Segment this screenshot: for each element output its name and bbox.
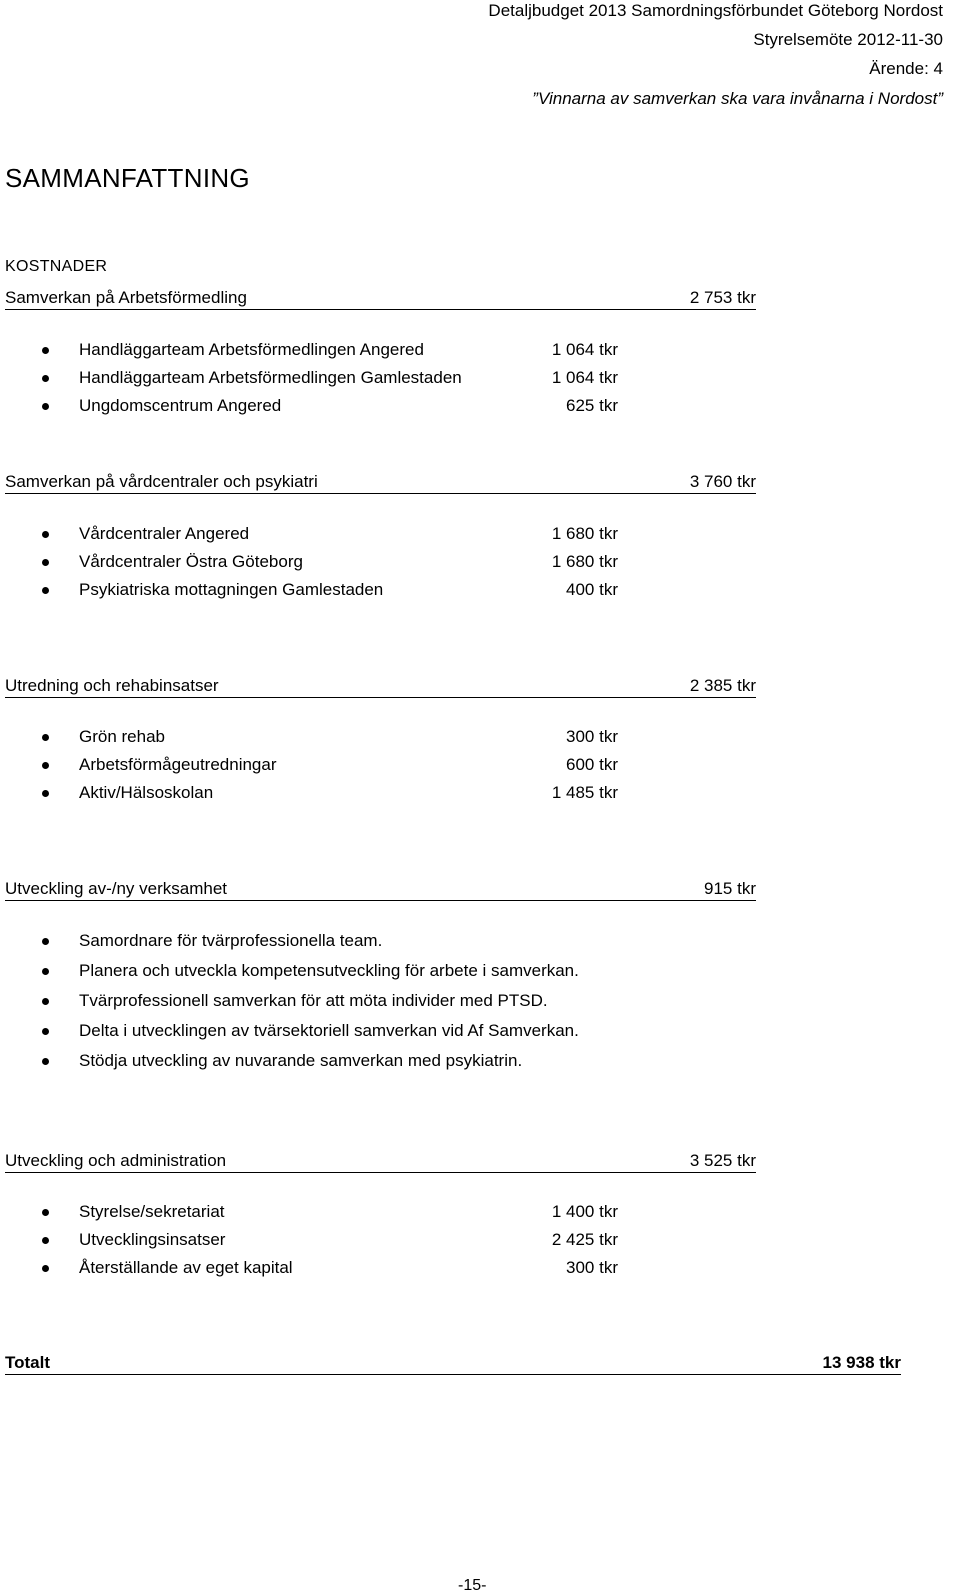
page-number: -15-	[458, 1577, 487, 1594]
section-header	[5, 675, 756, 698]
section-amount: 2 753 tkr	[689, 288, 756, 307]
section-label: Samverkan på Arbetsförmedling	[5, 288, 247, 307]
list-item: Återställande av eget kapital 300 tkr	[0, 1256, 700, 1280]
bullet-icon	[42, 734, 49, 741]
bullet-icon	[42, 1237, 49, 1244]
bullet-icon	[42, 559, 49, 566]
list-item: Handläggarteam Arbetsförmedlingen Gamlestaden 1 064 tkr	[0, 366, 700, 390]
section-label: Utveckling och administration	[5, 1151, 227, 1170]
section-amount: 3 525 tkr	[689, 1151, 756, 1170]
total-row	[5, 1352, 901, 1375]
bullet-icon	[42, 998, 49, 1005]
list-item: Samordnare för tvärprofessionella team.	[0, 929, 700, 953]
bullet-icon	[42, 1265, 49, 1272]
section-header	[5, 471, 756, 494]
bullet-icon	[42, 531, 49, 538]
section-amount: 2 385 tkr	[689, 676, 756, 695]
list-item: Arbetsförmågeutredningar 600 tkr	[0, 753, 700, 777]
doc-header-item: Ärende: 4	[869, 59, 943, 78]
section-subtitle: KOSTNADER	[5, 258, 108, 275]
list-item: Styrelse/sekretariat 1 400 tkr	[0, 1200, 700, 1224]
section-label: Utredning och rehabinsatser	[5, 676, 219, 695]
bullet-icon	[42, 1209, 49, 1216]
bullet-icon	[42, 762, 49, 769]
total-amount: 13 938 tkr	[822, 1353, 901, 1372]
list-item: Handläggarteam Arbetsförmedlingen Angered 1 064 tkr	[0, 338, 700, 362]
bullet-icon	[42, 347, 49, 354]
doc-header-meeting: Styrelsemöte 2012-11-30	[753, 30, 943, 49]
bullet-icon	[42, 968, 49, 975]
list-item: Stödja utveckling av nuvarande samverkan med psykiatrin.	[0, 1049, 700, 1073]
list-item: Vårdcentraler Angered 1 680 tkr	[0, 522, 700, 546]
section-amount: 3 760 tkr	[689, 472, 756, 491]
list-item: Grön rehab 300 tkr	[0, 725, 700, 749]
bullet-icon	[42, 375, 49, 382]
list-item: Psykiatriska mottagningen Gamlestaden 400 tkr	[0, 578, 700, 602]
list-item: Vårdcentraler Östra Göteborg 1 680 tkr	[0, 550, 700, 574]
list-item: Utvecklingsinsatser 2 425 tkr	[0, 1228, 700, 1252]
section-header	[5, 1150, 756, 1173]
section-header	[5, 287, 756, 310]
section-label: Samverkan på vårdcentraler och psykiatri	[5, 472, 318, 491]
list-item: Planera och utveckla kompetensutveckling för arbete i samverkan.	[0, 959, 700, 983]
section-header	[5, 878, 756, 901]
bullet-icon	[42, 1058, 49, 1065]
bullet-icon	[42, 790, 49, 797]
section-amount: 915 tkr	[704, 879, 756, 898]
section-label: Utveckling av-/ny verksamhet	[5, 879, 228, 898]
list-item: Aktiv/Hälsoskolan 1 485 tkr	[0, 781, 700, 805]
doc-header-title: Detaljbudget 2013 Samordningsförbundet Göteborg Nordost	[488, 1, 943, 20]
list-item: Delta i utvecklingen av tvärsektoriell samverkan vid Af Samverkan.	[0, 1019, 700, 1043]
list-item: Ungdomscentrum Angered 625 tkr	[0, 394, 700, 418]
motto: ”Vinnarna av samverkan ska vara invånarna i Nordost”	[532, 89, 943, 108]
bullet-icon	[42, 587, 49, 594]
bullet-icon	[42, 1028, 49, 1035]
page-title: SAMMANFATTNING	[5, 163, 250, 193]
list-item: Tvärprofessionell samverkan för att möta individer med PTSD.	[0, 989, 700, 1013]
bullet-icon	[42, 938, 49, 945]
bullet-icon	[42, 403, 49, 410]
total-label: Totalt	[5, 1353, 51, 1372]
